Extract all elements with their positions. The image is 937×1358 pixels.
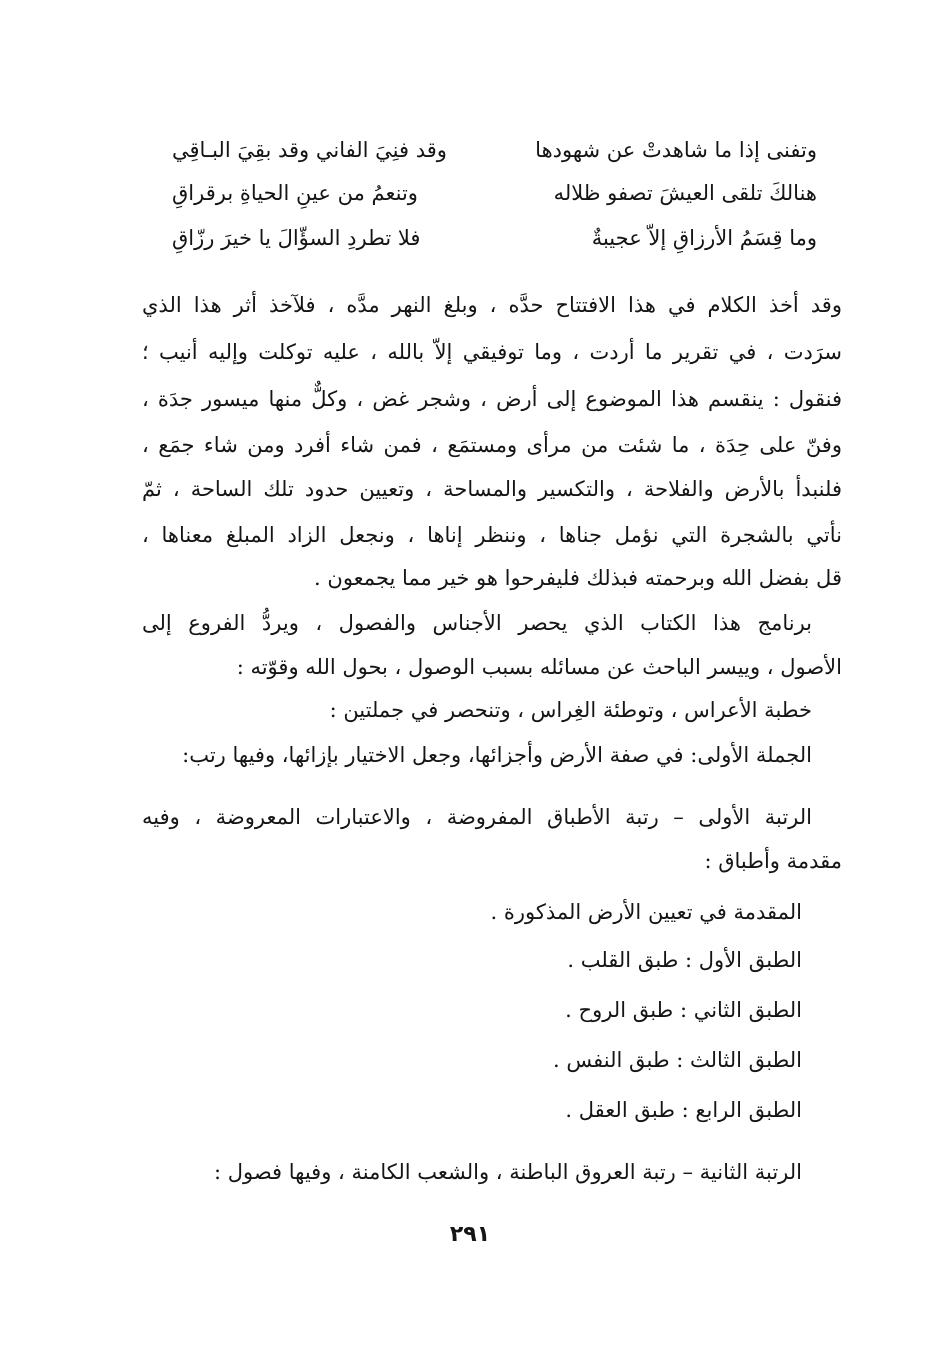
paragraph-1-line: فنقول : ينقسم هذا الموضوع إلى أرض ، وشجر غض ، وكلٌّ منها ميسور جدَة ، bbox=[142, 387, 842, 411]
poem-verse-1-left: وقد فنِيَ الفاني وقد بقِيَ البـاقِي bbox=[172, 138, 447, 162]
paragraph-2-line: برنامج هذا الكتاب الذي يحصر الأجناس والفصول ، ويردُّ الفروع إلى bbox=[142, 611, 812, 635]
page-number: ٢٩١ bbox=[449, 1222, 491, 1247]
paragraph-1-line: وفنّ على حِدَة ، ما شئت من مرأى ومستمَع ، فمن شاء أفرد ومن شاء جمَع ، bbox=[142, 433, 842, 457]
paragraph-2-line: خطبة الأعراس ، وتوطئة الغِراس ، وتنحصر في جملتين : bbox=[329, 698, 812, 722]
list-item: الطبق الرابع : طبق العقل . bbox=[565, 1098, 802, 1122]
paragraph-1-line: نأتي بالشجرة التي نؤمل جناها ، وننظر إناها ، ونجعل الزاد المبلغ معناها ، bbox=[142, 523, 842, 547]
list-item: الطبق الأول : طبق القلب . bbox=[567, 948, 802, 972]
poem-verse-1-right: وتفنى إذا ما شاهدتْ عن شهودها bbox=[535, 138, 817, 162]
paragraph-3-line: مقدمة وأطباق : bbox=[704, 849, 842, 873]
list-item: المقدمة في تعيين الأرض المذكورة . bbox=[490, 900, 802, 924]
paragraph-1-line: سرَدت ، في تقرير ما أردت ، وما توفيقي إلاّ بالله ، عليه توكلت وإليه أنيب ؛ bbox=[142, 340, 842, 364]
poem-verse-2-right: هنالكَ تلقى العيشَ تصفو ظلاله bbox=[553, 181, 817, 205]
section-heading-line: الرتبة الثانية – رتبة العروق الباطنة ، والشعب الكامنة ، وفيها فصول : bbox=[213, 1160, 802, 1184]
poem-verse-2-left: وتنعمُ من عينِ الحياةِ برقراقِ bbox=[172, 181, 418, 205]
list-item: الطبق الثالث : طبق النفس . bbox=[553, 1048, 802, 1072]
list-item: الطبق الثاني : طبق الروح . bbox=[565, 998, 802, 1022]
paragraph-1-line: وقد أخذ الكلام في هذا الافتتاح حدَّه ، وبلغ النهر مدَّه ، فلآخذ أثر هذا الذي bbox=[142, 293, 842, 317]
paragraph-2-line: الجملة الأولى: في صفة الأرض وأجزائها، وجعل الاختيار بإزائها، وفيها رتب: bbox=[182, 743, 812, 767]
paragraph-3-line: الرتبة الأولى – رتبة الأطباق المفروضة ، والاعتبارات المعروضة ، وفيه bbox=[142, 805, 812, 829]
paragraph-1-line: فلنبدأ بالأرض والفلاحة ، والتكسير والمساحة ، وتعيين حدود تلك الساحة ، ثمّ bbox=[142, 477, 842, 501]
paragraph-1-line: قل بفضل الله وبرحمته فبذلك فليفرحوا هو خير مما يجمعون . bbox=[314, 566, 842, 590]
paragraph-2-line: الأصول ، وييسر الباحث عن مسائله بسبب الوصول ، بحول الله وقوّته : bbox=[236, 655, 842, 679]
poem-verse-3-left: فلا تطردِ السؤّالَ يا خيرَ رزّاقِ bbox=[172, 226, 421, 250]
poem-verse-3-right: وما قِسَمُ الأرزاقِ إلاّ عجيبةٌ bbox=[591, 226, 817, 250]
